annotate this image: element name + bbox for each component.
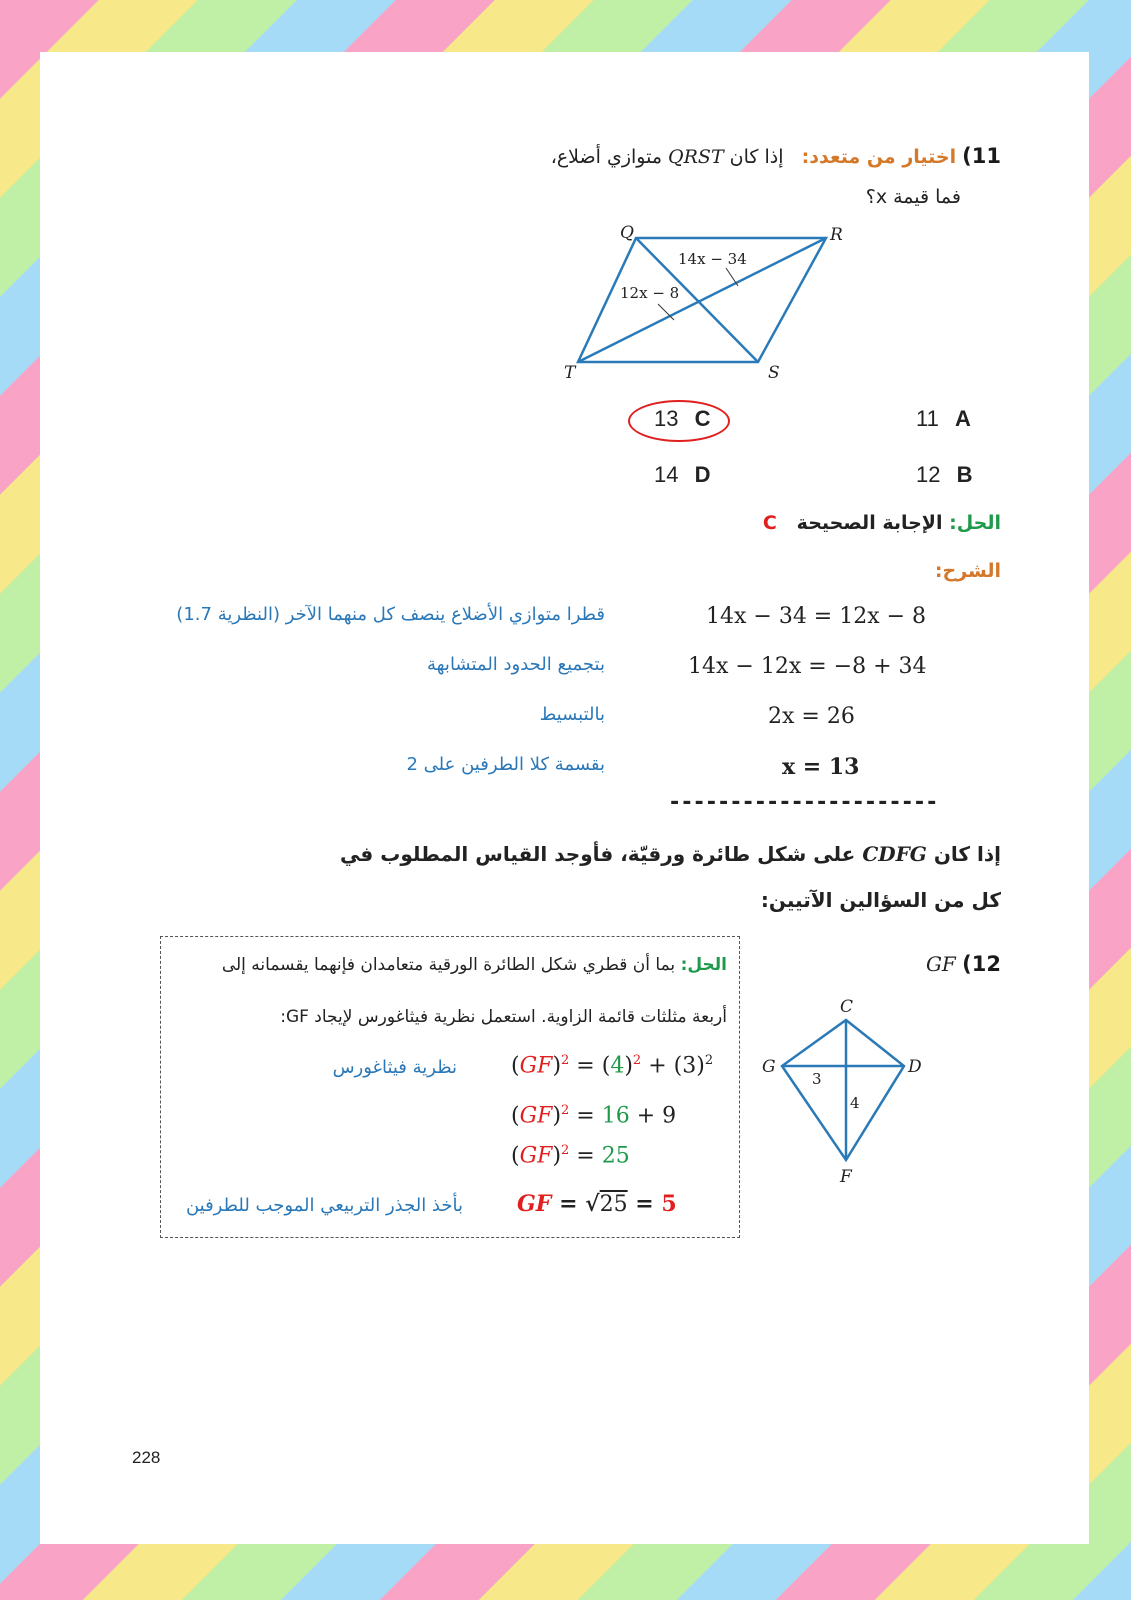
upper-segment-label: 14x − 34 (678, 250, 747, 268)
q11-label: اختيار من متعدد: (801, 146, 957, 168)
step-3-note: بالتبسيط (539, 704, 605, 725)
kite-solution-box (160, 936, 740, 1238)
kite-intro (340, 842, 1001, 866)
step-2-eq: 14x − 12x = −8 + 34 (688, 654, 927, 679)
kite-intro-part1: إذا كان (933, 842, 1001, 866)
q11-answer-text: الإجابة الصحيحة (796, 512, 943, 534)
vertex-c-label: C (840, 997, 854, 1017)
kite-eq1-a: 4 (610, 1053, 625, 1079)
kite-eq4-rad: 25 (599, 1192, 628, 1217)
step-4-eq: x = 13 (782, 754, 860, 780)
kite-solution-line2: أربعة مثلثات قائمة الزاوية. استعمل نظرية فيثاغورس لإيجاد GF: (280, 1007, 727, 1027)
option-d-letter: D (694, 462, 711, 487)
kite-eq2-b: 9 (662, 1103, 677, 1129)
kite-eq-2: (GF)$^2$ = 16 + 9 (511, 1103, 677, 1129)
step-1-eq: 14x − 34 = 12x − 8 (706, 604, 927, 629)
vertex-f-label: F (840, 1167, 852, 1187)
q11-number: 11) (962, 144, 1001, 168)
kite-eq4-res: 5 (661, 1191, 677, 1217)
kite-pyth-note: نظرية فيثاغورس (332, 1057, 457, 1078)
option-a-letter: A (954, 406, 971, 431)
kite-eq-4: GF = √25 = 5 (517, 1191, 677, 1217)
option-d[interactable] (654, 462, 711, 488)
section-divider: ---------------------- (668, 790, 938, 815)
kite-eq1-b: 3 (682, 1053, 697, 1079)
segment-3-label: 3 (812, 1070, 822, 1088)
q11-stem-line2: فما قيمة x؟ (865, 186, 961, 208)
option-b-letter: B (956, 462, 973, 487)
q11-stem-part2: متوازي أضلاع، (550, 146, 662, 168)
option-d-value: 14 (654, 462, 679, 487)
option-c[interactable] (654, 406, 711, 432)
lower-segment-label: 12x − 8 (620, 284, 680, 302)
option-c-value: 13 (654, 406, 679, 431)
step-4-note: بقسمة كلا الطرفين على 2 (406, 754, 605, 775)
kite-sqrt-note: بأخذ الجذر التربيعي الموجب للطرفين (185, 1195, 463, 1216)
q11-solution (763, 512, 1001, 534)
option-a-value: 11 (916, 406, 939, 431)
kite-intro-part2: على شكل طائرة ورقيّة، فأوجد القياس المطلوب في (339, 842, 856, 866)
vertex-g-label: G (762, 1057, 776, 1077)
vertex-q-label: Q (620, 223, 634, 243)
page-number: 228 (132, 1448, 161, 1467)
q11-explain-label: الشرح: (934, 560, 1001, 582)
q11-answer-letter: C (762, 512, 777, 534)
parallelogram-figure (550, 212, 870, 392)
q12-var: GF (925, 952, 956, 976)
step-1-note: قطرا متوازي الأضلاع ينصف كل منهما الآخر (النظرية 1.7) (176, 604, 605, 625)
step-3-eq: 2x = 26 (768, 704, 855, 729)
step-2-note: بتجميع الحدود المتشابهة (426, 654, 605, 675)
kite-shape (782, 1020, 904, 1160)
kite-eq3-val: 25 (601, 1143, 630, 1169)
q11-header (551, 144, 1001, 168)
q12-header (926, 952, 1001, 976)
kite-figure (752, 992, 942, 1192)
segment-4-label: 4 (850, 1094, 860, 1112)
vertex-s-label: S (768, 363, 780, 383)
q11-stem-var: QRST (668, 146, 724, 168)
q11-solution-label: الحل: (949, 512, 1001, 534)
kite-intro-var: CDFG (862, 842, 927, 866)
kite-eq1-lhs: GF (519, 1053, 553, 1079)
kite-eq-3: (GF)$^2$ = 25 (511, 1143, 630, 1169)
kite-eq-1: $(GF)^2 = (4)^2 + (3)^2$ (511, 1053, 714, 1079)
option-b-value: 12 (916, 462, 941, 487)
kite-solution-text1: بما أن قطري شكل الطائرة الورقية متعامدان فإنهما يقسمانه إلى (221, 955, 676, 975)
kite-eq2-a: 16 (601, 1103, 630, 1129)
option-c-letter: C (694, 406, 711, 431)
option-b[interactable] (916, 462, 973, 488)
vertex-d-label: D (908, 1057, 922, 1077)
q12-number: 12) (962, 952, 1001, 976)
vertex-r-label: R (830, 225, 843, 245)
kite-solution-line1 (222, 955, 727, 975)
option-a[interactable] (916, 406, 971, 432)
page (40, 52, 1089, 1544)
q11-stem-part1: إذا كان (729, 146, 784, 168)
kite-solution-label: الحل: (680, 955, 727, 975)
kite-intro-line2: كل من السؤالين الآتيين: (760, 888, 1001, 912)
vertex-t-label: T (564, 363, 576, 383)
upper-label-pointer (726, 268, 738, 286)
